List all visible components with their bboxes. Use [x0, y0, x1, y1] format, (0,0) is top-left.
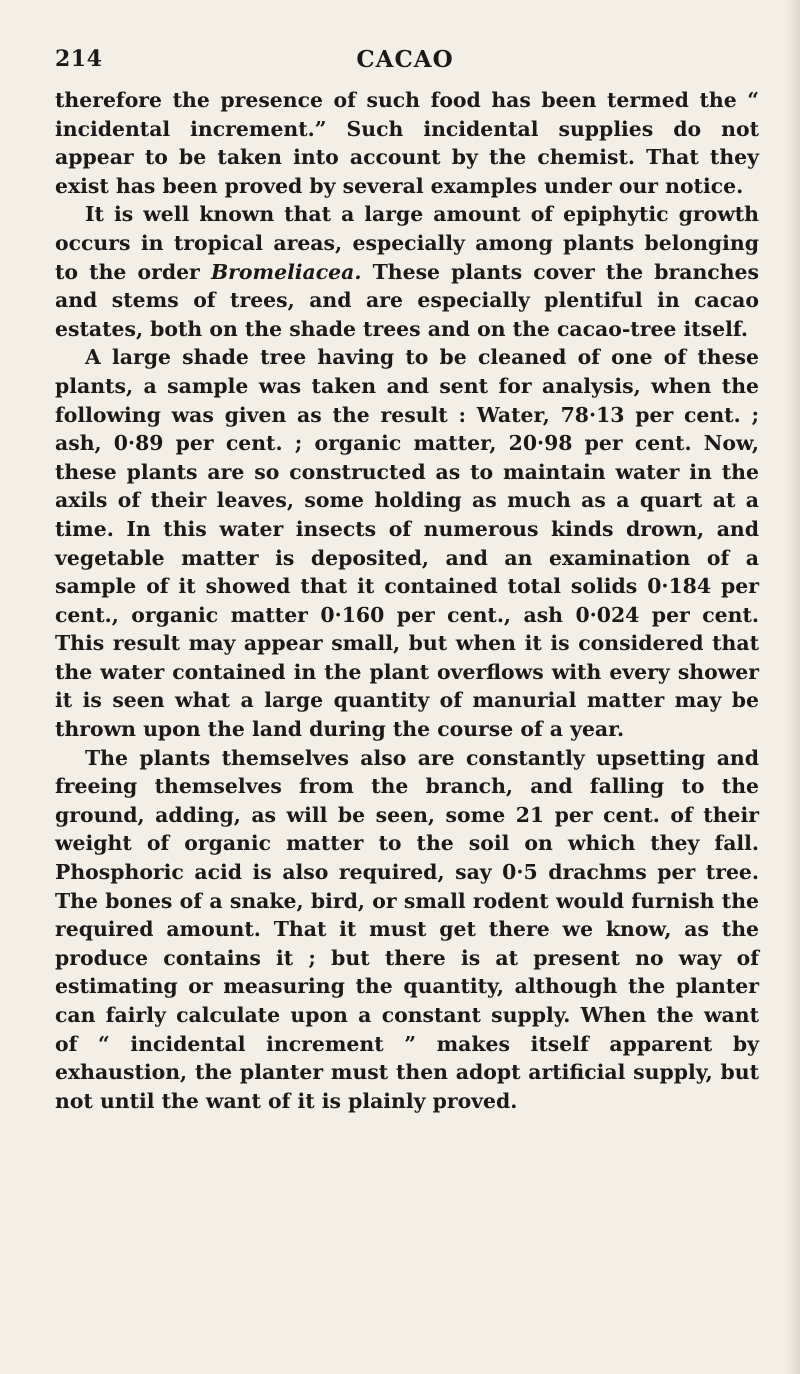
running-head: CACAO: [356, 46, 454, 73]
paragraph-text: A large shade tree having to be cleaned of one of these plants, a sample was taken and sent for analysis, when the following was given as the result : Water, 78·13 per cent. ; ash, 0·89 per cent. ; organic matter, 20·98 per cent. Now, these plants are so constructed as to maintain water in the axils of their leaves, some holding as much as a quart at a time. In this water insects of numerous kinds drown, and vegetable matter is deposited, and an examination of a sample of it showed that it contained total solids 0·184 per cent., organic matter 0·160 per cent., ash 0·024 per cent. This result may appear small, but when it is considered that the water contained in the plant overflows with every shower it is seen what a large quantity of manurial matter may be thrown upon the land during the course of a year.: [55, 345, 759, 742]
page-number: 214: [55, 46, 103, 72]
paragraph-text: The plants themselves also are constantly upsetting and freeing themselves from the branch, and falling to the ground, adding, as will be seen, some 21 per cent. of their weight of organic matter to the soil on which they fall. Phosphoric acid is also required, say 0·5 drachms per tree. The bones of a snake, bird, or small rodent would furnish the required amount. That it must get there we know, as the produce contains it ; but there is at present no way of estimating or measuring the quantity, although the planter can fairly calculate upon a constant supply. When the want of “ incidental increment ” makes itself apparent by exhaustion, the planter must then adopt artificial supply, but not until the want of it is plainly proved.: [55, 745, 759, 1113]
page-header: [55, 46, 755, 80]
paragraph: [55, 744, 759, 1116]
paragraph: [55, 86, 759, 200]
body-text: [55, 86, 759, 1115]
page-edge-shadow: [786, 0, 800, 1374]
paragraph-text: These plants cover the branches and stems of trees, and are especially plentiful in cacao estates, both on the shade trees and on the cacao-tree itself.: [55, 259, 759, 341]
italic-term: Bromeliacea.: [210, 259, 362, 284]
paragraph-text: therefore the presence of such food has been termed the “ incidental increment.” Such incidental supplies do not appear to be taken into account by the chemist. That they exist has been proved by several examples under our notice.: [55, 88, 759, 198]
paragraph-text: It is well known that a large amount of epiphytic growth occurs in tropical areas, especially among plants belonging to the order: [55, 202, 759, 284]
paragraph: [55, 200, 759, 343]
paragraph: [55, 343, 759, 743]
